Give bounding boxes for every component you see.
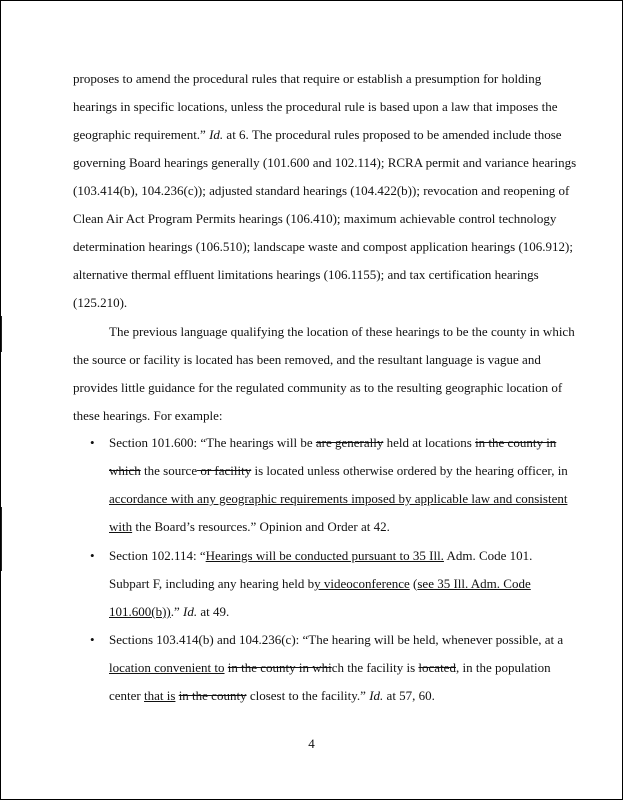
- bullet-line: Section 101.600: “The hearings will be are generally held at locations in the county in: [109, 435, 557, 450]
- text-line: provides little guidance for the regulated community as to the resulting geographic location of: [73, 380, 563, 395]
- inserted-text: see 35 Ill. Adm. Code: [417, 576, 531, 591]
- inserted-text: y videoconference: [314, 576, 410, 591]
- bullet-line: 101.600(b)).” Id. at 49.: [109, 604, 230, 619]
- deleted-text: are generally: [315, 435, 384, 450]
- inserted-text: 101.600(b)): [109, 604, 171, 619]
- bullet-line: which the source or facility is located unless otherwise ordered by the hearing officer, in: [109, 463, 568, 478]
- text-line: alternative thermal effluent limitations hearings (106.1155); and tax certification hearings: [73, 267, 539, 282]
- text-line: these hearings. For example:: [73, 408, 223, 423]
- text-line: hearings in specific locations, unless the procedural rule is based upon a law that imposes the: [73, 99, 558, 114]
- left-margin-mark: [1, 507, 2, 571]
- bullet-line: [109, 491, 567, 507]
- bullet-line: Section 102.114: “Hearings will be conducted pursuant to 35 Ill. Adm. Code 101.: [109, 548, 533, 563]
- text-line: (103.414(b), 104.236(c)); adjusted standard hearings (104.422(b)); revocation and reopening of: [73, 183, 570, 198]
- page-number: 4: [308, 736, 315, 751]
- bullet-icon: •: [90, 632, 95, 647]
- text-line: geographic requirement.” Id. at 6. The procedural rules proposed to be amended include those: [73, 127, 562, 142]
- bullet-line: with the Board’s resources.” Opinion and Order at 42.: [109, 519, 390, 534]
- citation: Id.: [183, 604, 198, 619]
- inserted-text: location convenient to: [109, 660, 225, 675]
- bullet-line: center that is in the county closest to the facility.” Id. at 57, 60.: [109, 688, 435, 703]
- citation: Id.: [209, 127, 224, 142]
- deleted-text: in the county: [178, 688, 247, 703]
- bullet-icon: •: [90, 548, 95, 563]
- text-line: determination hearings (106.510); landscape waste and compost application hearings (106.912);: [73, 239, 573, 254]
- bullet-line: location convenient to in the county in which the facility is located, in the population: [109, 660, 551, 675]
- bullet-line: Subpart F, including any hearing held by videoconference (see 35 Ill. Adm. Code: [109, 576, 531, 591]
- left-margin-mark: [1, 316, 2, 352]
- deleted-text: in the county in: [475, 435, 557, 450]
- bullet-icon: •: [90, 435, 95, 450]
- deleted-text: in the county in whi: [227, 660, 332, 675]
- citation: Id.: [369, 688, 384, 703]
- inserted-text: that is: [144, 688, 176, 703]
- text-line: proposes to amend the procedural rules that require or establish a presumption for holding: [73, 71, 542, 86]
- bullet-line: Sections 103.414(b) and 104.236(c): “The hearing will be held, whenever possible, at a: [109, 632, 564, 647]
- inserted-text: with: [109, 519, 133, 534]
- deleted-text: located: [418, 660, 456, 675]
- text-line: Clean Air Act Program Permits hearings (106.410); maximum achievable control technology: [73, 211, 557, 226]
- deleted-text: which: [109, 463, 141, 478]
- inserted-text: Hearings will be conducted pursuant to 35 Ill.: [205, 548, 444, 563]
- text-line: (125.210).: [73, 295, 128, 310]
- inserted-text: accordance with any geographic requirements imposed by applicable law and consistent: [109, 491, 568, 506]
- deleted-text: or facility: [197, 463, 252, 478]
- text-line: The previous language qualifying the location of these hearings to be the county in which: [109, 324, 575, 339]
- text-line: the source or facility is located has been removed, and the resultant language is vague and: [73, 352, 541, 367]
- text-line: governing Board hearings generally (101.600 and 102.114); RCRA permit and variance hearings: [73, 155, 577, 170]
